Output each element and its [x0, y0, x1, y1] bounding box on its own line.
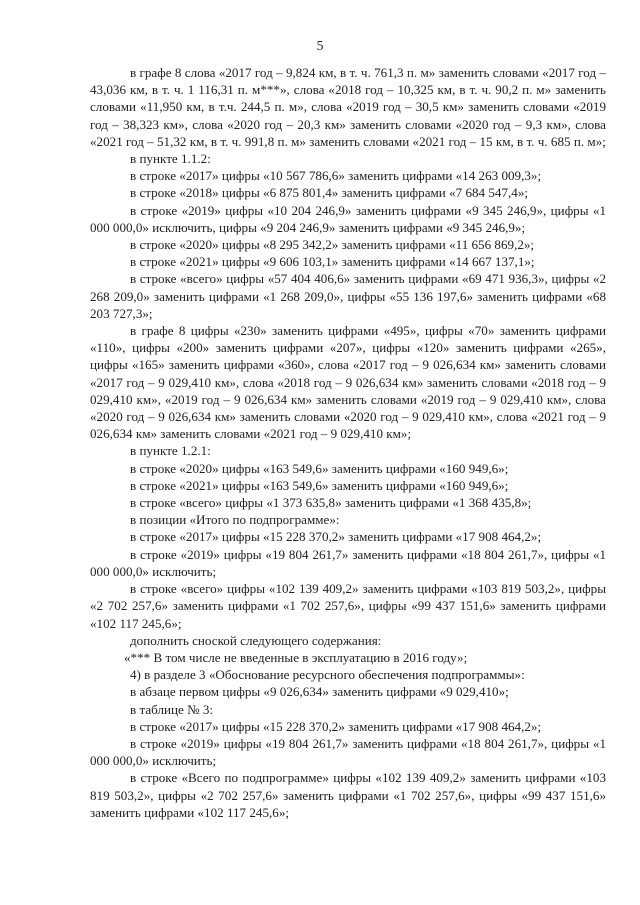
paragraph: в строке «2019» цифры «10 204 246,9» заменить цифрами «9 345 246,9», цифры «1 000 000,0» исключить, цифры «9 204 246,9» заменить цифрами «9 345 246,9»;: [90, 202, 606, 235]
paragraph: в строке «2017» цифры «10 567 786,6» заменить цифрами «14 263 009,3»;: [130, 168, 542, 184]
paragraph: в абзаце первом цифры «9 026,634» заменить цифрами «9 029,410»;: [130, 684, 509, 700]
paragraph: в таблице № 3:: [130, 701, 214, 717]
paragraph: в строке «2021» цифры «9 606 103,1» заменить цифрами «14 667 137,1»;: [130, 254, 535, 270]
paragraph: в позиции «Итого по подпрограмме»:: [130, 512, 340, 528]
paragraph: 4) в разделе 3 «Обоснование ресурсного обеспечения подпрограммы»:: [130, 667, 525, 683]
paragraph: дополнить сноской следующего содержания:: [130, 632, 382, 648]
paragraph: в строке «2019» цифры «19 804 261,7» заменить цифрами «18 804 261,7», цифры «1 000 000,0» исключить;: [90, 735, 606, 769]
paragraph: в строке «2019» цифры «19 804 261,7» заменить цифрами «18 804 261,7», цифры «1 000 000,0» исключить;: [90, 546, 606, 579]
document-body: [90, 64, 606, 821]
paragraph: в строке «Всего по подпрограмме» цифры «102 139 409,2» заменить цифрами «103 819 503,2», цифры «2 702 257,6» заменить цифрами «1 702 257,6», цифры «99 437 151,6» заменить цифрами «102 117 245,6»;: [90, 770, 606, 820]
paragraph: «*** В том числе не введенные в эксплуатацию в 2016 году»;: [124, 649, 468, 665]
paragraph: в строке «2021» цифры «163 549,6» заменить цифрами «160 949,6»;: [130, 477, 509, 493]
paragraph: в строке «всего» цифры «1 373 635,8» заменить цифрами «1 368 435,8»;: [130, 495, 532, 511]
paragraph: в графе 8 цифры «230» заменить цифрами «495», цифры «70» заменить цифрами «110», цифры «200» заменить цифрами «207», цифры «120» заменить цифрами «265», цифры «165» заменить цифрами «360», слова «2017 год – 9 026,634 км» заменить словами «2017 год – 9 029,410 км», слова «2018 год – 9 026,634 км» заменить словами «2018 год – 9 029,410 км», «2019 год – 9 026,634 км» заменить словами «2019 год – 9 029,410 км», слова «2020 год – 9 026,634 км» заменить словами «2020 год – 9 029,410 км», слова «2021 год – 9 026,634 км» заменить словами «2021 год – 9 029,410 км»;: [90, 323, 606, 442]
paragraph: в строке «2017» цифры «15 228 370,2» заменить цифрами «17 908 464,2»;: [130, 718, 542, 734]
page-number: 5: [316, 38, 324, 53]
paragraph: в строке «2020» цифры «163 549,6» заменить цифрами «160 949,6»;: [130, 460, 509, 476]
paragraph: в пункте 1.2.1:: [130, 443, 211, 459]
paragraph: в строке «2020» цифры «8 295 342,2» заменить цифрами «11 656 869,2»;: [130, 237, 535, 253]
paragraph: в пункте 1.1.2:: [130, 151, 211, 167]
paragraph: в графе 8 слова «2017 год – 9,824 км, в т. ч. 761,3 п. м» заменить словами «2017 год – 43,036 км, в т. ч. 1 116,31 п. м***», слова «2018 год – 10,325 км, в т. ч. 90,2 п. м» заменить словами «11,950 км, в т.ч. 244,5 п. м», слова «2019 год – 30,5 км» заменить словами «2019 год – 38,323 км», слова «2020 год – 20,3 км» заменить словами «2020 год – 9,3 км», слова «2021 год – 51,32 км, в т. ч. 991,8 п. м» заменить словами «2021 год – 15 км, в т. ч. 685 п. м»;: [90, 65, 606, 149]
paragraph: в строке «всего» цифры «57 404 406,6» заменить цифрами «69 471 936,3», цифры «2 268 209,0» заменить цифрами «1 268 209,0», цифры «55 136 197,6» заменить цифрами «68 203 727,3»;: [90, 271, 606, 321]
paragraph: в строке «2018» цифры «6 875 801,4» заменить цифрами «7 684 547,4»;: [130, 185, 529, 201]
paragraph: в строке «2017» цифры «15 228 370,2» заменить цифрами «17 908 464,2»;: [130, 529, 542, 545]
paragraph: в строке «всего» цифры «102 139 409,2» заменить цифрами «103 819 503,2», цифры «2 702 257,6» заменить цифрами «1 702 257,6», цифры «99 437 151,6» заменить цифрами «102 117 245,6»;: [90, 581, 606, 631]
